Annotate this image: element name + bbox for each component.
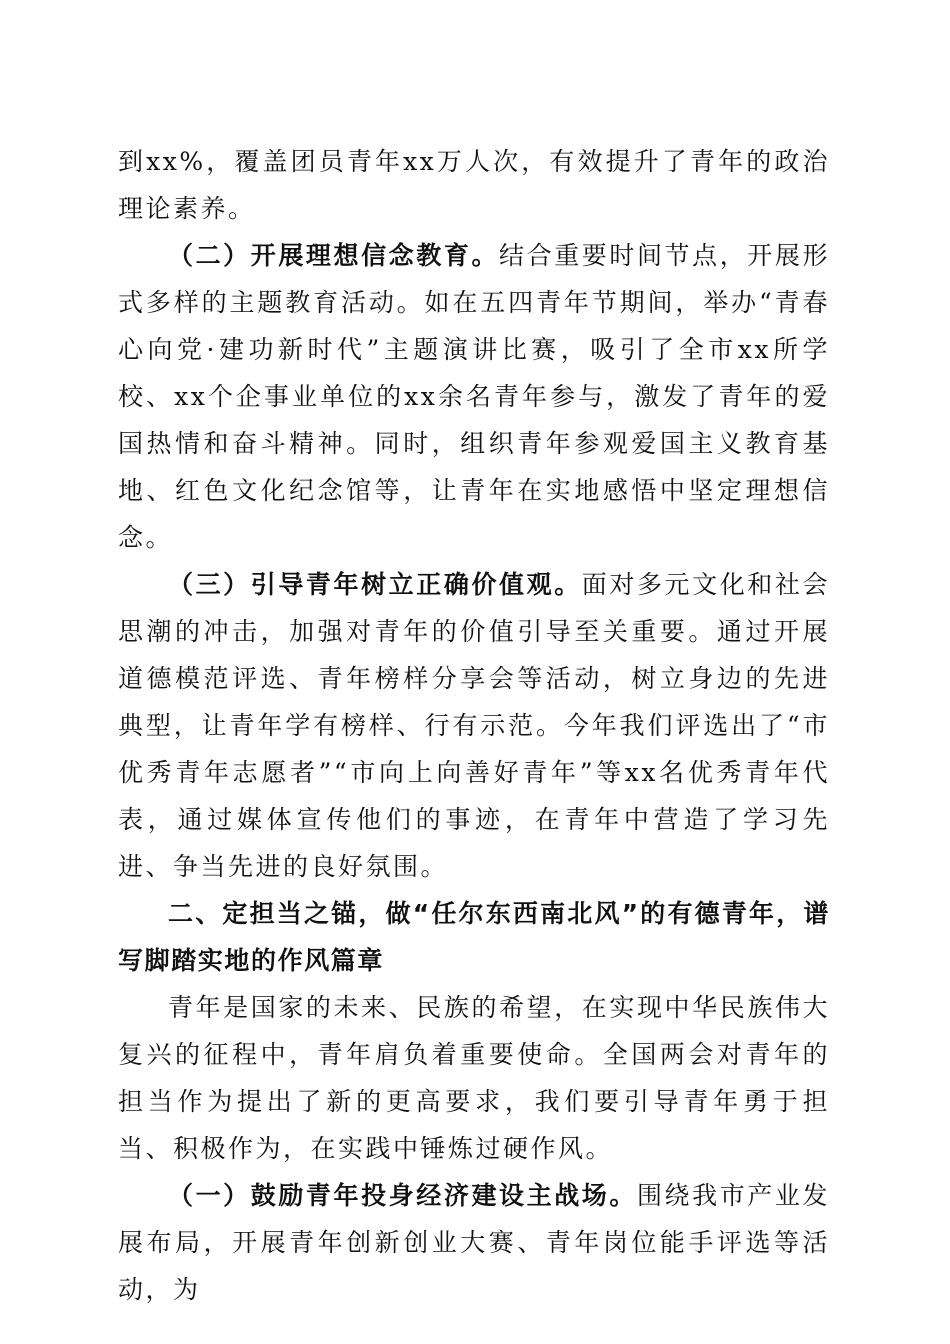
section-heading: 二、定担当之锚，做“任尔东西南北风”的有德青年，谱写脚踏实地的作风篇章 [118, 899, 830, 975]
continuation-paragraph: 到xx%，覆盖团员青年xx万人次，有效提升了青年的政治理论素养。 [118, 147, 830, 223]
paragraph-ideals-education [118, 232, 830, 561]
paragraph-economic-construction [118, 1172, 830, 1313]
section-intro-paragraph: 青年是国家的未来、民族的希望，在实现中华民族伟大复兴的征程中，青年肩负着重要使命。全国两会对青年的担当作为提出了新的更高要求，我们要引导青年勇于担当、积极作为，在实践中锤炼过硬作风。 [118, 993, 830, 1163]
paragraph-lead: （一）鼓励青年投身经济建设主战场。 [168, 1181, 637, 1210]
paragraph-body: 结合重要时间节点，开展形式多样的主题教育活动。如在五四青年节期间，举办“青春心向党·建功新时代”主题演讲比赛，吸引了全市xx所学校、xx个企事业单位的xx余名青年参与，激发了青年的爱国热情和奋斗精神。同时，组织青年参观爱国主义教育基地、红色文化纪念馆等，让青年在实地感悟中坚定理想信念。 [118, 241, 830, 552]
paragraph-body: 围绕我市产业发展布局，开展青年创新创业大赛、青年岗位能手评选等活动，为 [118, 1181, 830, 1304]
paragraph-values-guidance [118, 561, 830, 890]
paragraph-lead: （三）引导青年树立正确价值观。 [168, 570, 582, 599]
paragraph-body: 面对多元文化和社会思潮的冲击，加强对青年的价值引导至关重要。通过开展道德模范评选、青年榜样分享会等活动，树立身边的先进典型，让青年学有榜样、行有示范。今年我们评选出了“市优秀青年志愿者”“市向上向善好青年”等xx名优秀青年代表，通过媒体宣传他们的事迹，在青年中营造了学习先进、争当先进的良好氛围。 [118, 570, 830, 881]
paragraph-lead: （二）开展理想信念教育。 [168, 241, 500, 270]
document-page [118, 138, 830, 1313]
